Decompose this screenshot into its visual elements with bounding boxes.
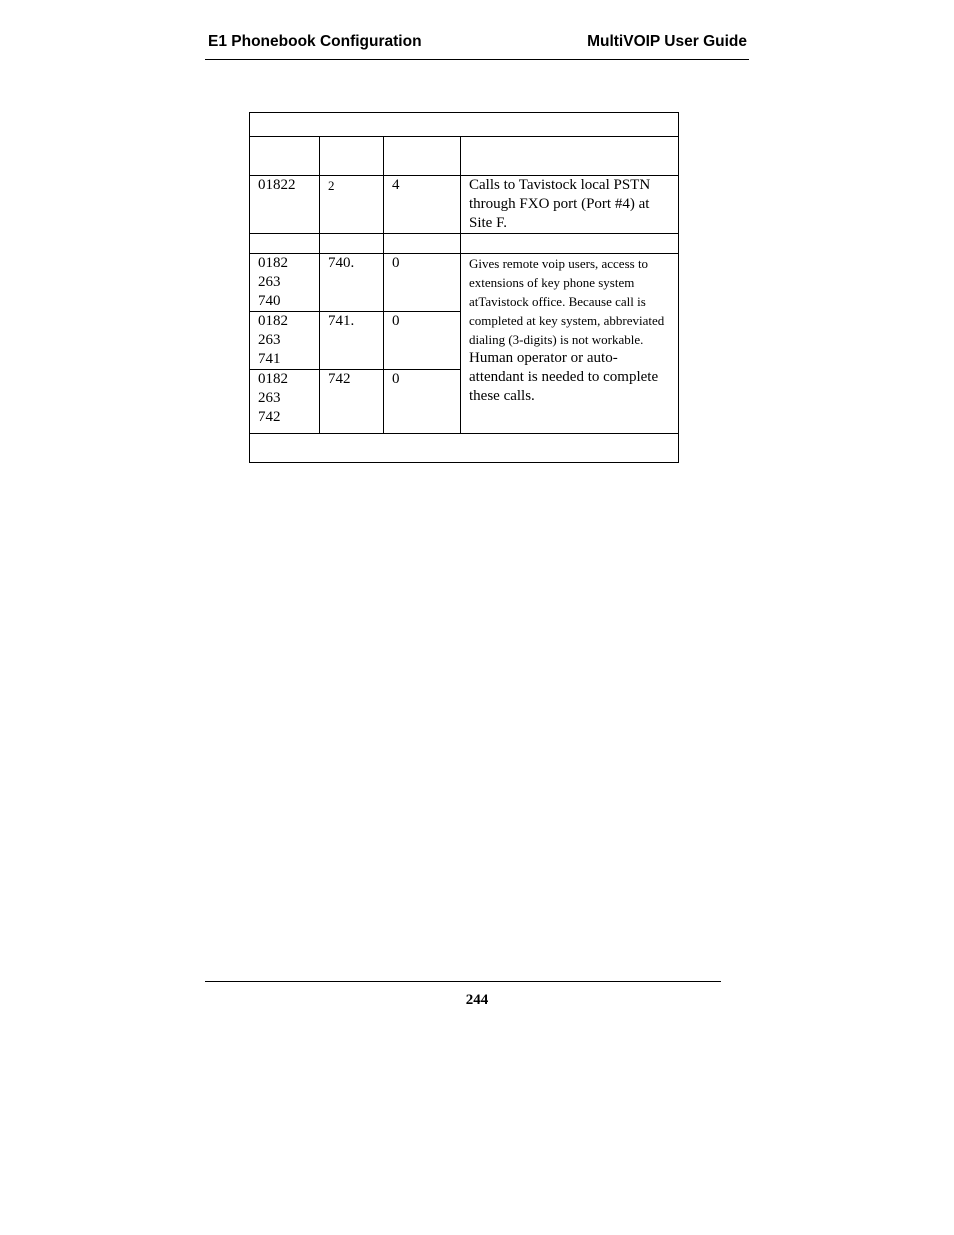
table-footer-row (250, 434, 679, 463)
destination-line: 263 (258, 274, 281, 290)
add-prefix-cell: 0 (384, 370, 461, 434)
empty-cell (250, 234, 320, 254)
destination-cell (250, 312, 320, 370)
merged-description-cell (461, 254, 679, 434)
table-title-cell (250, 113, 679, 137)
empty-cell (461, 234, 679, 254)
running-header-section-title: E1 Phonebook Configuration (208, 33, 422, 50)
destination-line: 0182 (258, 371, 288, 387)
destination-line: 263 (258, 332, 281, 348)
table-spacer-row (250, 234, 679, 254)
description-cell: Calls to Tavistock local PSTN through FXO port (Port #4) at Site F. (461, 176, 679, 234)
destination-line: 740 (258, 293, 281, 309)
empty-cell (320, 234, 384, 254)
table-row (250, 254, 679, 312)
header-cell (320, 137, 384, 176)
table-footer-cell (250, 434, 679, 463)
destination-cell (250, 254, 320, 312)
table-title-row (250, 113, 679, 137)
destination-line: 742 (258, 409, 281, 425)
destination-line: 263 (258, 390, 281, 406)
add-prefix-cell: 4 (384, 176, 461, 234)
description-note-small: Gives remote voip users, access to extensions of key phone system atTavistock office. Because call is completed at key system, abbreviated dialing (3-digits) is not workable. (469, 256, 665, 347)
destination-line: 741 (258, 351, 281, 367)
add-prefix-cell: 0 (384, 312, 461, 370)
header-divider (205, 59, 749, 60)
running-header-book-title: MultiVOIP User Guide (587, 33, 747, 50)
table-row (250, 176, 679, 234)
footer-divider (205, 981, 721, 982)
page-number: 244 (465, 992, 489, 1008)
remove-prefix-cell: 740. (320, 254, 384, 312)
destination-cell (250, 370, 320, 434)
table-header-row (250, 137, 679, 176)
destination-line: 0182 (258, 313, 288, 329)
header-cell (384, 137, 461, 176)
remove-prefix-cell: 741. (320, 312, 384, 370)
header-cell (461, 137, 679, 176)
remove-prefix-cell: 742 (320, 370, 384, 434)
description-note: Human operator or auto-attendant is needed to complete these calls. (469, 350, 659, 404)
empty-cell (384, 234, 461, 254)
destination-cell: 01822 (250, 176, 320, 234)
remove-prefix-cell: 2 (320, 176, 384, 234)
add-prefix-cell: 0 (384, 254, 461, 312)
header-cell (250, 137, 320, 176)
destination-line: 0182 (258, 255, 288, 271)
phonebook-table (249, 112, 679, 463)
